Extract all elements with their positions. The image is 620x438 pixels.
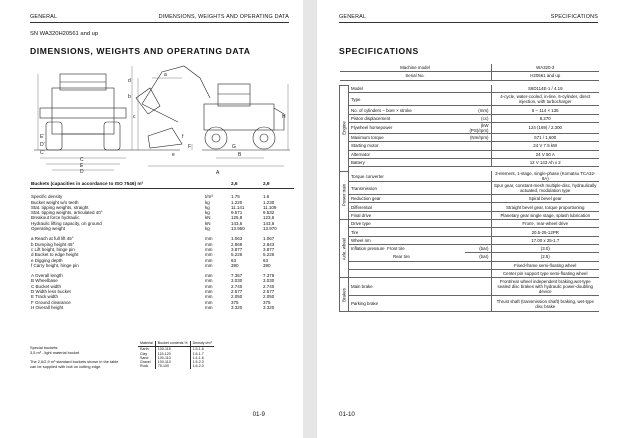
spec-label: a Reach at full lift 45° — [31, 236, 74, 242]
spec-row-transmission: Transmission Spur gear, constant-mesh multiple-disc, hydraulically actuated, modulation type — [340, 182, 600, 195]
spec-value-2-6: 9.571 — [231, 210, 243, 216]
left-header-section: GENERAL — [30, 14, 58, 20]
contents-header: Bucket contents % — [155, 341, 190, 347]
spec-unit: kg — [205, 226, 210, 232]
col-2-6: 2,6 — [230, 181, 262, 189]
spec-label: f Carry height, hinge pin — [31, 262, 79, 268]
spec-row-machine-model: Machine model WA320-3 — [340, 64, 600, 72]
specifications-title: SPECIFICATIONS — [339, 46, 419, 56]
spec-row-engine-model: Engine Model S6D114E-1 / 4.19 — [340, 85, 600, 93]
spec-label: Stat. tipping weights, straight — [31, 204, 89, 210]
spec-row-drive-type: Axle, wheel Drive type Front-, rear-wheel drive — [340, 220, 600, 228]
spec-row-serial: Serial No. H20561 and up — [340, 72, 600, 80]
spec-unit: mm — [205, 294, 213, 300]
note-heading: Special buckets: — [30, 345, 59, 350]
axle-wheel-group-label: Axle, wheel — [340, 220, 349, 278]
right-page — [317, 0, 620, 438]
spec-value-2-6: 2.050 — [231, 294, 243, 300]
spec-value-2-9: 2.050 — [263, 294, 275, 300]
brakes-group-label: Brakes — [340, 278, 349, 312]
spec-value-2-6: 375 — [231, 299, 239, 305]
bucket-density: 1.5-1.6 — [190, 347, 214, 352]
spec-row-torque-converter: Power train Torque converter 3-element, 1-stage, single-phase (Komatsu TCA32-8A) — [340, 171, 600, 182]
spec-value-2-6: 1.75 — [231, 194, 240, 200]
spec-value-2-6: 3.320 — [231, 304, 243, 310]
wheel-loader-dimension-drawing — [32, 58, 294, 178]
spec-row-final-drive: Final drive Planetary gear single stage, splash lubrication — [340, 211, 600, 219]
spec-row-battery: Battery 12 V 143 Ah x 2 — [340, 158, 600, 166]
spec-row-displacement: Piston displacement (cc) 8,270 — [340, 114, 600, 122]
label-f: f — [182, 134, 184, 140]
label-D: D — [80, 169, 84, 175]
label-b: b — [128, 94, 131, 100]
spec-label: c Lift height, hinge pin — [31, 246, 75, 252]
spec-value-2-9: 9.532 — [263, 210, 275, 216]
spec-label: D Width less bucket — [31, 289, 71, 295]
spec-unit: mm — [205, 299, 213, 305]
label-G: G — [232, 144, 236, 150]
spec-unit: kg — [205, 199, 210, 205]
bucket-material: Clay — [140, 351, 148, 356]
spec-label: F Ground clearance — [31, 299, 71, 305]
spec-value-2-9: 2.843 — [263, 241, 275, 247]
spec-value-2-6: 3.877 — [231, 246, 243, 252]
spec-row-starting-motor: Starting motor 24 V 7.5 kW — [340, 142, 600, 150]
spec-unit: kN — [205, 220, 211, 226]
dimensions-table — [30, 181, 294, 310]
left-page-header — [30, 14, 289, 23]
spec-value-2-6: 143,6 — [231, 220, 243, 226]
spec-value-2-6: 390 — [231, 262, 239, 268]
spec-row-rear-axle: Center pin support type semi-floating wheel — [340, 269, 600, 277]
spec-unit: mm — [205, 278, 213, 284]
right-page-header — [339, 14, 598, 23]
label-d: d — [128, 78, 131, 84]
spec-value-2-9: 2.740 — [263, 283, 275, 289]
note-line-1: 3,5 m³ - light material bucket — [30, 349, 80, 355]
spec-value-2-6: 63 — [231, 257, 237, 263]
spec-value-2-9: 13.970 — [263, 226, 277, 232]
table-header-row — [30, 181, 294, 189]
label-H: H — [282, 114, 286, 120]
spec-value-2-9: 3.877 — [263, 246, 275, 252]
spec-label: d Bucket to edge height — [31, 252, 79, 258]
bucket-density: 1.5-1.7 — [190, 352, 214, 356]
spec-row-differential: Differential Straight bevel gear, torque proportioning — [340, 203, 600, 211]
spec-value-2-6: 3.030 — [231, 278, 243, 284]
spec-value-2-6: 1.220 — [231, 199, 243, 205]
spec-unit: mm — [205, 304, 213, 310]
right-header-chapter: SPECIFICATIONS — [550, 14, 598, 20]
spec-unit: mm — [205, 246, 213, 252]
spec-value-2-9: 3.320 — [263, 304, 275, 310]
page-title: DIMENSIONS, WEIGHTS AND OPERATING DATA — [30, 46, 251, 56]
label-F: F — [188, 144, 192, 150]
spec-value-2-6: 13.950 — [231, 226, 245, 232]
bucket-contents: 75-100 — [155, 364, 190, 368]
spec-unit: mm — [205, 252, 213, 258]
spec-row-front-axle: Fixed-frame semi-floating wheel — [340, 261, 600, 269]
spec-value-2-9: 3.030 — [263, 278, 275, 284]
spec-unit: kg — [205, 204, 210, 210]
spec-value-2-9: 5.226 — [263, 252, 275, 258]
engine-group-label: Engine — [340, 85, 349, 171]
label-a: a — [164, 72, 167, 78]
spec-row-parking-brake: Parking brake Thrust shaft (transmission shaft) braking, wet-type disc brake — [340, 296, 600, 312]
spec-row-torque: Maximum torque (Nm/rpm) 671 / 1,600 — [340, 133, 600, 141]
spec-label: e Digging depth — [31, 257, 63, 263]
spec-row-main-brake: Brakes Main brake Front/rear wheel independent braking,wet-type sealed disc brakes with hydraulic power-doubling device — [340, 278, 600, 296]
bucket-density: 1.5-2.0 — [190, 360, 214, 364]
spec-label: Operating weight — [31, 226, 66, 232]
spec-unit: mm — [205, 257, 213, 263]
spec-value-2-6: 2.577 — [231, 289, 243, 295]
bucket-row — [138, 364, 214, 368]
spec-value-2-6: 2.740 — [231, 283, 243, 289]
spec-value-2-9: 123,6 — [263, 215, 275, 221]
bucket-density: 1.6-2.0 — [190, 364, 214, 368]
spec-value-2-9: 63 — [263, 257, 269, 263]
spec-label: Stat. tipping weights, articulated 40° — [31, 210, 103, 216]
spec-label: Bucket weight w/o teeth — [31, 199, 79, 205]
label-D-prime: D' — [40, 142, 45, 148]
material-header: Material — [138, 341, 155, 347]
spec-value-2-9: 7.376 — [263, 273, 275, 279]
spec-unit: kN — [205, 215, 211, 221]
spec-label: A Overall length — [31, 273, 63, 279]
specifications-table — [339, 64, 599, 312]
spec-unit: mm — [205, 289, 213, 295]
spec-value-2-9: 11.109 — [263, 204, 277, 210]
density-header: Density t/m³ — [190, 341, 214, 347]
label-C: C — [80, 157, 84, 163]
spec-unit: mm — [205, 262, 213, 268]
spec-row-wheel-rim: Wheel rim 17.00 x 25-1.7 — [340, 236, 600, 244]
bucket-contents: 100-110 — [155, 356, 190, 360]
bucket-contents: 100-115 — [155, 347, 190, 352]
spec-value-2-6: 11.141 — [231, 204, 245, 210]
page-number-left: 01-9 — [252, 411, 265, 418]
spec-value-2-9: 390 — [263, 262, 271, 268]
spec-label: Specific density — [31, 194, 63, 200]
spec-unit: mm — [205, 236, 213, 242]
spec-unit: mm — [205, 241, 213, 247]
right-header-section: GENERAL — [339, 14, 367, 20]
spec-value-2-6: 7.357 — [231, 273, 243, 279]
spec-label: E Track width — [31, 294, 59, 300]
label-A: A — [216, 170, 220, 176]
spec-value-2-9: 2.577 — [263, 289, 275, 295]
bucket-contents: 115-120 — [155, 352, 190, 356]
col-2-9: 2,9 — [262, 181, 294, 189]
spec-unit: mm — [205, 273, 213, 279]
spec-value-2-6: 5.226 — [231, 252, 243, 258]
left-header-chapter: DIMENSIONS, WEIGHTS AND OPERATING DATA — [158, 14, 289, 20]
label-e: e — [172, 152, 175, 158]
label-E: E — [80, 163, 84, 169]
bucket-material: Sand — [140, 355, 149, 360]
spec-value-2-6: 1.063 — [231, 236, 243, 242]
spec-row — [30, 305, 294, 310]
serial-range: SN WA320H20561 and up — [30, 31, 99, 37]
special-buckets-note — [30, 346, 122, 369]
spec-unit: kg — [205, 210, 210, 216]
bucket-density: 1.4-1.6 — [190, 356, 214, 360]
spec-row-flywheel: Flywheel horsepower (kW (PS)/rpm) 124 (169) / 2,300 — [340, 122, 600, 133]
spec-label: Hydraulic lifting capacity, on ground — [31, 220, 102, 226]
spec-value-2-6: 125,8 — [231, 215, 243, 221]
spec-label: H Overall height — [31, 304, 64, 310]
spec-row-rear-tire: Rear tire (bar) (2.5) — [340, 253, 600, 261]
bucket-material: Earth — [140, 347, 149, 352]
bucket-contents: 100-110 — [155, 360, 190, 364]
bucket-material: Rock — [140, 364, 149, 369]
spec-row-front-tire: Inflation pressure Front tire (bar) (3.0) — [340, 244, 600, 252]
spec-label: b Dumping height 45° — [31, 241, 75, 247]
bucket-material: Gravel — [140, 360, 151, 365]
spec-row-alternator: Alternator 24 V 50 A — [340, 150, 600, 158]
spec-value-2-9: 375 — [263, 299, 271, 305]
spec-label: C Bucket width — [31, 283, 62, 289]
buckets-heading: Buckets — [31, 181, 50, 186]
spec-row-reduction-gear: Reduction gear Spiral bevel gear — [340, 195, 600, 203]
note-line-2: The 2,6/2,9 m³ standard buckets shown in the table can be supplied with bolt on cutting edge. — [30, 359, 119, 369]
spec-label: B Wheelbase — [31, 278, 58, 284]
spec-value-2-9: 1.230 — [263, 199, 275, 205]
label-c: c — [133, 114, 136, 120]
page-number-right: 01-10 — [339, 411, 355, 418]
spec-row-tire: Tire 20.5-25-12PR — [340, 228, 600, 236]
spec-unit: mm — [205, 283, 213, 289]
spec-value-2-9: 143,6 — [263, 220, 275, 226]
label-E-prime: E' — [40, 134, 45, 140]
power-train-group-label: Power train — [340, 171, 349, 219]
spec-value-2-9: 1.6 — [263, 194, 270, 200]
left-page — [0, 0, 303, 438]
bucket-material-table — [138, 341, 214, 369]
spec-row-cylinders: No. of cylinders – bore × stroke (mm) 6 – 114 × 135 — [340, 106, 600, 114]
spec-row-engine-type: Type 4-cycle, water-cooled, in-line, 6-cylinder, direct injection, with turbocharger — [340, 93, 600, 106]
spec-label: Breakout force hydraulic — [31, 215, 80, 221]
label-C-prime: C' — [40, 150, 45, 156]
spec-value-2-6: 2.868 — [231, 241, 243, 247]
spec-unit: t/m³ — [205, 194, 213, 200]
label-B: B — [238, 152, 242, 158]
spec-value-2-9: 1.067 — [263, 236, 275, 242]
buckets-subheading: (capacities in accordance to ISO 7546) m³ — [50, 181, 144, 186]
